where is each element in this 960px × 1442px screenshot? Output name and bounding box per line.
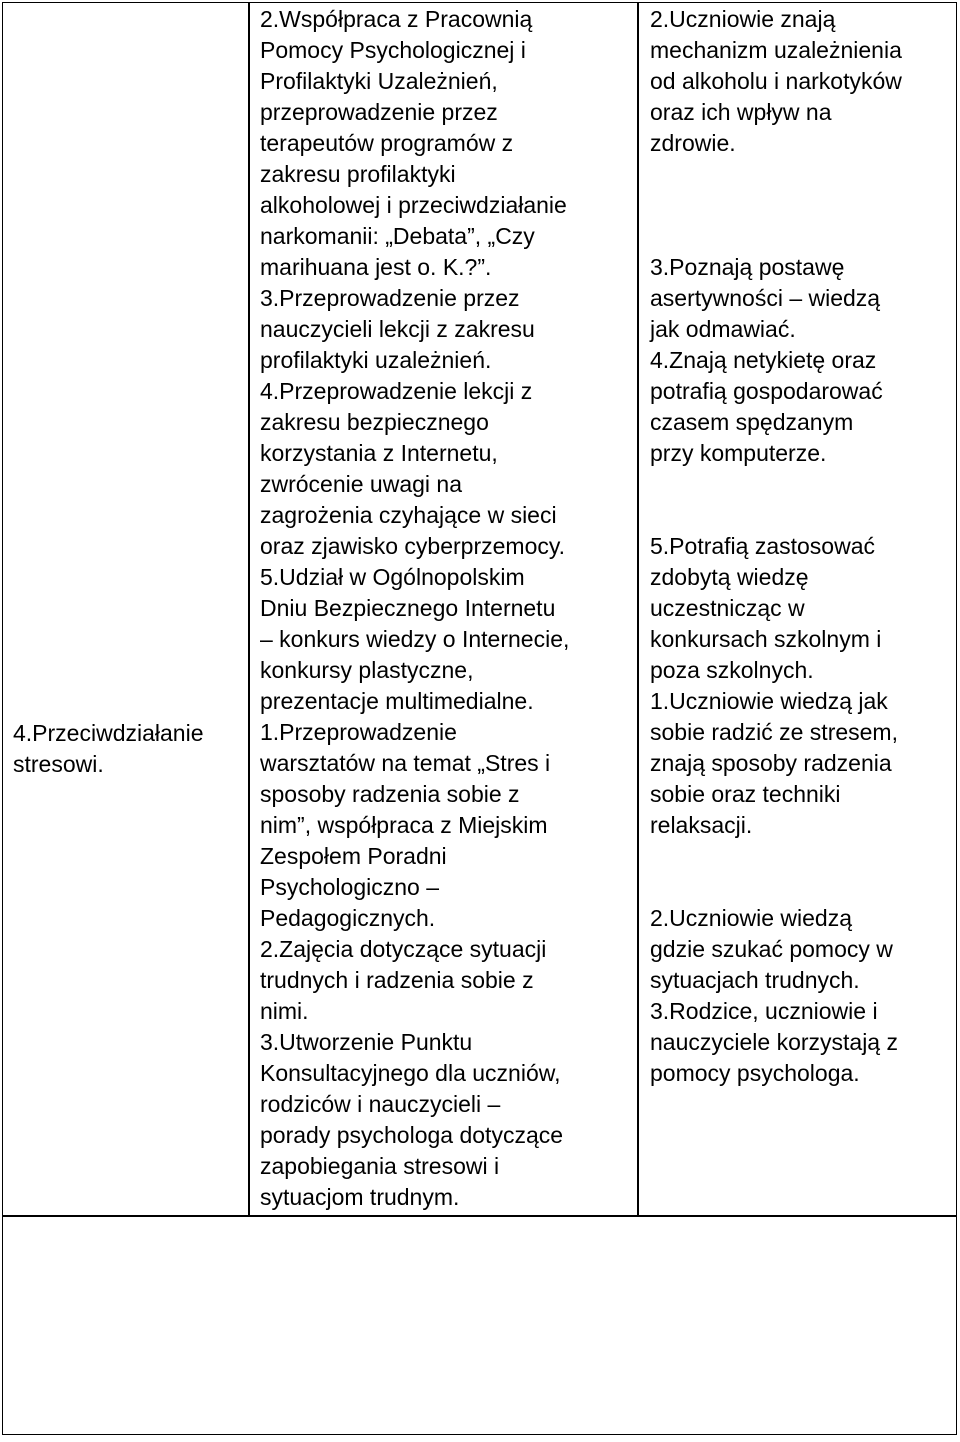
text-line: 3.Poznają postawę: [650, 254, 845, 280]
text-line: od alkoholu i narkotyków: [650, 68, 902, 94]
text-line: oraz zjawisko cyberprzemocy.: [260, 533, 566, 559]
column-divider-2: [637, 2, 639, 1216]
outcomes-group-stress: [650, 686, 950, 841]
text-line: 5.Potrafią zastosować: [650, 533, 876, 559]
text-line: alkoholowej i przeciwdziałanie: [260, 192, 567, 218]
text-line: sposoby radzenia sobie z: [260, 781, 520, 807]
text-line: trudnych i radzenia sobie z: [260, 967, 534, 993]
text-line: jak odmawiać.: [650, 316, 796, 342]
text-line: 4.Znają netykietę oraz: [650, 347, 877, 373]
text-line: 2.Uczniowie znają: [650, 6, 836, 32]
text-line: 2.Współpraca z Pracownią: [260, 6, 533, 32]
row-divider: [2, 1215, 957, 1217]
text-line: zakresu profilaktyki: [260, 161, 456, 187]
text-line: Konsultacyjnego dla uczniów,: [260, 1060, 561, 1086]
text-line: konkursy plastyczne,: [260, 657, 474, 683]
text-line: potrafią gospodarować: [650, 378, 883, 404]
text-line: 1.Przeprowadzenie: [260, 719, 457, 745]
text-line: oraz ich wpływ na: [650, 99, 832, 125]
category-line: 4.Przeciwdziałanie: [13, 720, 204, 746]
text-line: zwrócenie uwagi na: [260, 471, 463, 497]
text-line: czasem spędzanym: [650, 409, 854, 435]
text-line: Dniu Bezpiecznego Internetu: [260, 595, 556, 621]
text-line: 4.Przeprowadzenie lekcji z: [260, 378, 533, 404]
text-line: nimi.: [260, 998, 309, 1024]
text-line: 3.Przeprowadzenie przez: [260, 285, 520, 311]
text-line: uczestnicząc w: [650, 595, 805, 621]
text-line: prezentacje multimedialne.: [260, 688, 534, 714]
text-line: rodziców i nauczycieli –: [260, 1091, 501, 1117]
text-line: relaksacji.: [650, 812, 753, 838]
text-line: nauczyciele korzystają z: [650, 1029, 898, 1055]
outcomes-group-low: [650, 531, 950, 686]
column-divider-1: [248, 2, 250, 1216]
text-line: gdzie szukać pomocy w: [650, 936, 893, 962]
text-line: korzystania z Internetu,: [260, 440, 498, 466]
text-line: konkursach szkolnym i: [650, 626, 882, 652]
text-line: sytuacjach trudnych.: [650, 967, 860, 993]
text-line: zdobytą wiedzę: [650, 564, 809, 590]
text-line: pomocy psychologa.: [650, 1060, 860, 1086]
category-cell: [13, 718, 245, 780]
text-line: nauczycieli lekcji z zakresu: [260, 316, 535, 342]
text-line: Psychologiczno –: [260, 874, 439, 900]
text-line: sobie radzić ze stresem,: [650, 719, 898, 745]
text-line: profilaktyki uzależnień.: [260, 347, 492, 373]
text-line: 2.Uczniowie wiedzą: [650, 905, 852, 931]
text-line: terapeutów programów z: [260, 130, 514, 156]
outcomes-group-top: [650, 4, 950, 159]
text-line: 5.Udział w Ogólnopolskim: [260, 564, 525, 590]
category-line: stresowi.: [13, 751, 104, 777]
text-line: Profilaktyki Uzależnień,: [260, 68, 498, 94]
text-line: – konkurs wiedzy o Internecie,: [260, 626, 570, 652]
text-line: zapobiegania stresowi i: [260, 1153, 500, 1179]
outcomes-group-mid: [650, 252, 950, 469]
text-line: Zespołem Poradni: [260, 843, 447, 869]
text-line: porady psychologa dotyczące: [260, 1122, 564, 1148]
text-line: zagrożenia czyhające w sieci: [260, 502, 557, 528]
text-line: asertywności – wiedzą: [650, 285, 881, 311]
text-line: 3.Rodzice, uczniowie i: [650, 998, 878, 1024]
text-line: przy komputerze.: [650, 440, 827, 466]
text-line: znają sposoby radzenia: [650, 750, 892, 776]
text-line: Pomocy Psychologicznej i: [260, 37, 526, 63]
text-line: sytuacjom trudnym.: [260, 1184, 460, 1210]
text-line: Pedagogicznych.: [260, 905, 436, 931]
actions-cell: [260, 4, 632, 1213]
text-line: przeprowadzenie przez: [260, 99, 498, 125]
text-line: sobie oraz techniki: [650, 781, 841, 807]
outcomes-cell: [650, 4, 950, 1089]
text-line: marihuana jest o. K.?”.: [260, 254, 492, 280]
text-line: narkomanii: „Debata”, „Czy: [260, 223, 535, 249]
text-line: 3.Utworzenie Punktu: [260, 1029, 473, 1055]
text-line: 2.Zajęcia dotyczące sytuacji: [260, 936, 547, 962]
text-line: 1.Uczniowie wiedzą jak: [650, 688, 888, 714]
text-line: poza szkolnych.: [650, 657, 814, 683]
text-line: nim”, współpraca z Miejskim: [260, 812, 548, 838]
text-line: zakresu bezpiecznego: [260, 409, 489, 435]
text-line: mechanizm uzależnienia: [650, 37, 902, 63]
text-line: warsztatów na temat „Stres i: [260, 750, 551, 776]
text-line: zdrowie.: [650, 130, 736, 156]
outcomes-group-stress2: [650, 903, 950, 1089]
